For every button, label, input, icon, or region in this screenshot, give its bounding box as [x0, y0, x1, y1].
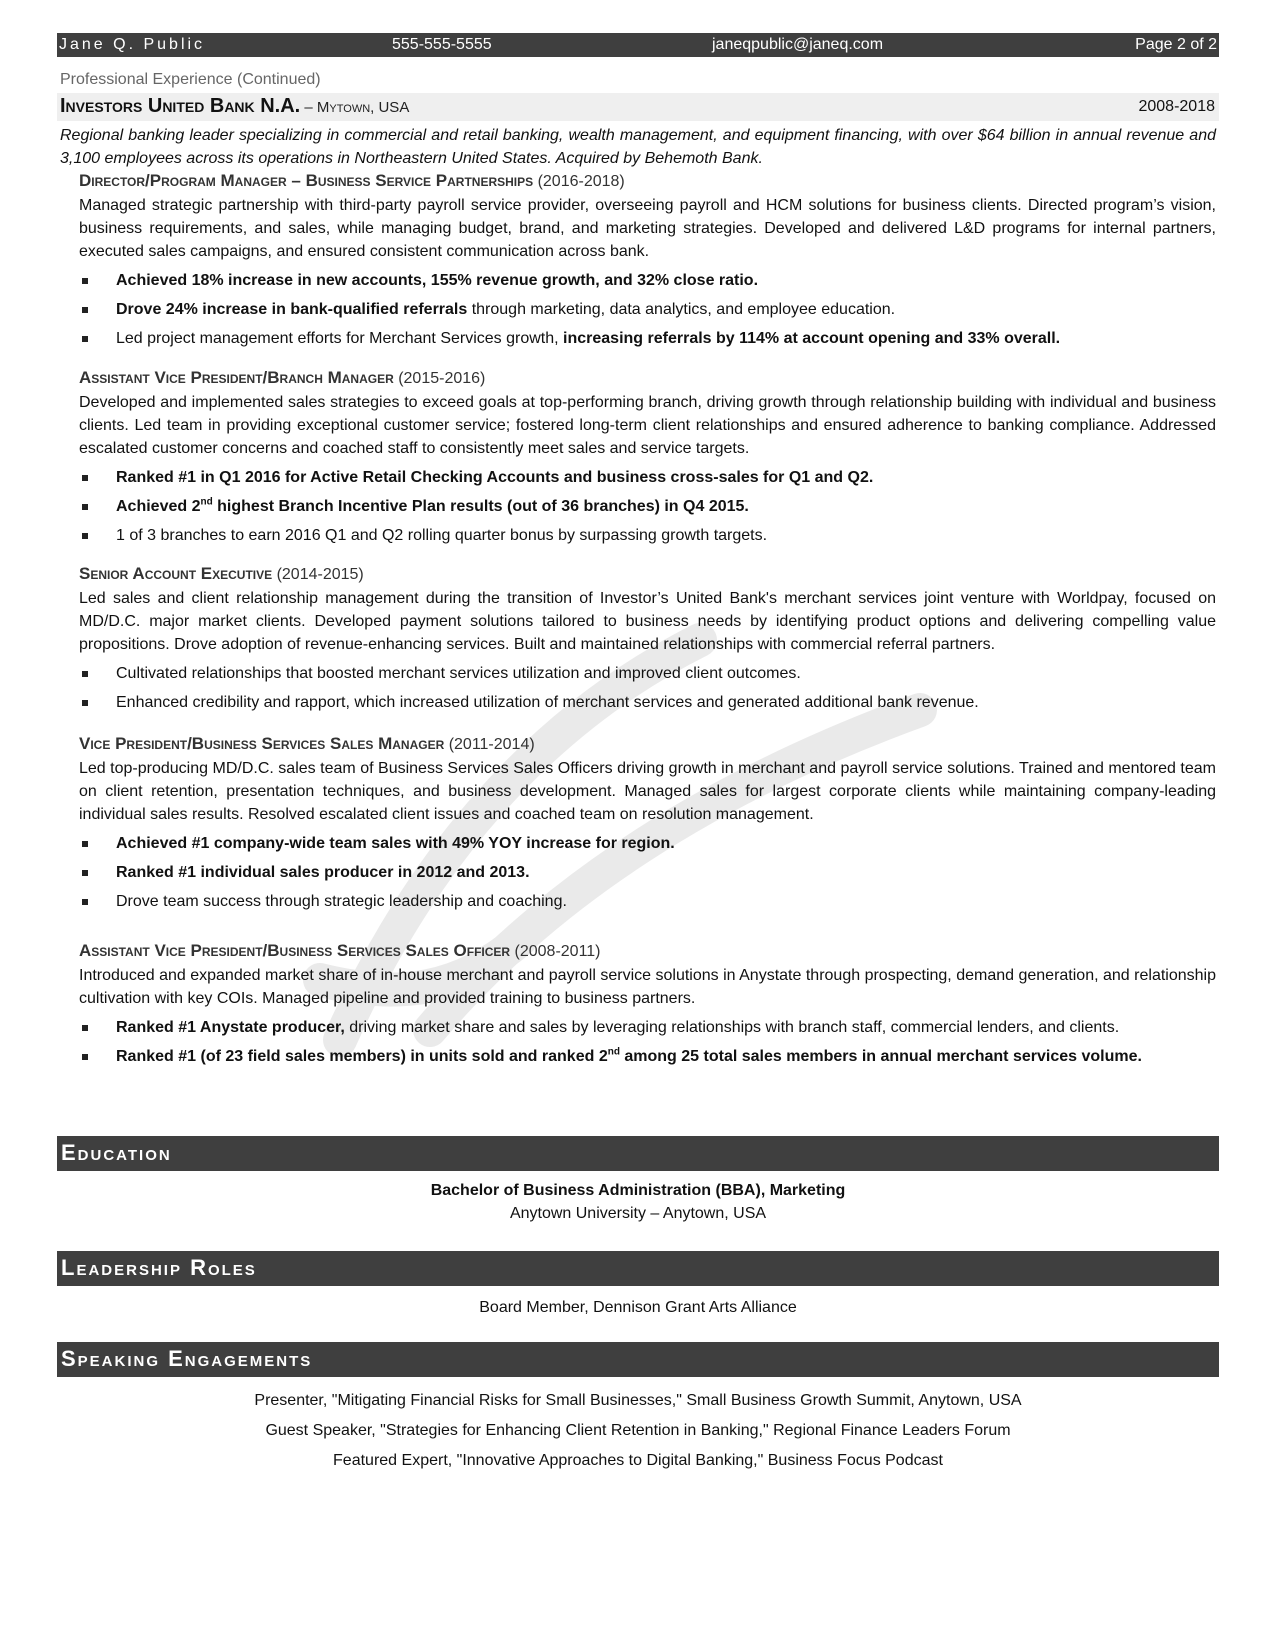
- header-phone: 555-555-5555: [392, 36, 492, 53]
- bullet-square-icon: [82, 700, 88, 706]
- role-dates: (2008-2011): [510, 943, 601, 960]
- bullet-square-icon: [82, 899, 88, 905]
- role-vp-business-services-sales-manager: [79, 733, 1216, 919]
- role-description: Developed and implemented sales strategies to exceed goals at top-performing branch, driving growth through relationship building with individual and business clients. Led team in providing exceptional customer service; fostered long-term client relationships and ensured adherence to banking compliance. Addressed escalated customer concerns and coached staff to consistently meet sales and service targets.: [79, 394, 1216, 457]
- bullet-item: [79, 691, 1216, 714]
- speaking-item: Presenter, "Mitigating Financial Risks for Small Businesses," Small Business Growth Summit, Anytown, USA: [254, 1392, 1022, 1409]
- leadership-list: [57, 1293, 1219, 1323]
- role-bullets: [79, 269, 1216, 350]
- bullet-text: Enhanced credibility and rapport, which increased utilization of merchant services and generated additional bank revenue.: [116, 694, 979, 711]
- role-senior-account-executive: [79, 563, 1216, 720]
- speaking-item: Guest Speaker, "Strategies for Enhancing Client Retention in Banking," Regional Finance Leaders Forum: [265, 1422, 1011, 1439]
- role-title-line: [79, 940, 1216, 963]
- bullet-square-icon: [82, 504, 88, 510]
- role-title-line: [79, 170, 1216, 193]
- education-entry: [57, 1179, 1219, 1225]
- bullet-square-icon: [82, 870, 88, 876]
- bullet-superscript: nd: [607, 1046, 620, 1058]
- header-name: Jane Q. Public: [59, 36, 206, 53]
- bullet-bold: Achieved #1 company-wide team sales with 49% YOY increase for region.: [116, 835, 675, 852]
- role-dates: (2014-2015): [272, 566, 364, 583]
- role-bullets: [79, 1016, 1216, 1068]
- bullet-item: [79, 890, 1216, 913]
- role-title: Assistant Vice President/Business Services Sales Officer: [79, 941, 511, 960]
- bullet-text: through marketing, data analytics, and employee education.: [467, 301, 896, 318]
- bullet-item: [79, 466, 1216, 489]
- education-school: Anytown University – Anytown, USA: [509, 1205, 767, 1222]
- bullet-square-icon: [82, 278, 88, 284]
- bullet-square-icon: [82, 336, 88, 342]
- bullet-square-icon: [82, 307, 88, 313]
- header-email: janeqpublic@janeq.com: [712, 36, 884, 53]
- role-dates: (2011-2014): [444, 736, 535, 753]
- education-degree: Bachelor of Business Administration (BBA), Marketing: [430, 1182, 846, 1199]
- leadership-heading-bar: [57, 1251, 1219, 1286]
- section-kicker: Professional Experience (Continued): [60, 71, 321, 88]
- bullet-bold: highest Branch Incentive Plan results (out of 36 branches) in Q4 2015.: [212, 498, 749, 515]
- bullet-text: 1 of 3 branches to earn 2016 Q1 and Q2 rolling quarter bonus by surpassing growth targets.: [116, 527, 768, 544]
- company-header: [57, 93, 1219, 121]
- bullet-item: [79, 832, 1216, 855]
- company-description: Regional banking leader specializing in commercial and retail banking, wealth management, and equipment financing, with over $64 billion in annual revenue and 3,100 employees across its operations in Northeastern United States. Acquired by Behemoth Bank.: [60, 127, 1216, 167]
- leadership-item: Board Member, Dennison Grant Arts Alliance: [479, 1299, 797, 1316]
- bullet-item: [79, 298, 1216, 321]
- bullet-bold: Drove 24% increase in bank-qualified referrals: [116, 301, 468, 318]
- company-location: Mytown, USA: [316, 99, 410, 116]
- role-title: Vice President/Business Services Sales Manager: [79, 734, 445, 753]
- bullet-item: [79, 662, 1216, 685]
- header-bar: [57, 33, 1219, 57]
- role-dates: (2016-2018): [533, 173, 625, 190]
- role-bullets: [79, 832, 1216, 913]
- company-name-line: [60, 95, 409, 118]
- bullet-square-icon: [82, 671, 88, 677]
- role-avp-business-services-sales-officer: [79, 940, 1216, 1074]
- company-separator: –: [300, 99, 317, 116]
- bullet-item: [79, 327, 1216, 350]
- bullet-item: [79, 1016, 1216, 1039]
- speaking-heading-bar: [57, 1342, 1219, 1377]
- bullet-bold: Achieved 18% increase in new accounts, 155% revenue growth, and 32% close ratio.: [116, 272, 759, 289]
- role-title: Assistant Vice President/Branch Manager: [79, 368, 394, 387]
- bullet-item: [79, 269, 1216, 292]
- bullet-bold: increasing referrals by 114% at account opening and 33% overall.: [563, 330, 1061, 347]
- speaking-list: [57, 1386, 1219, 1476]
- bullet-bold: Ranked #1 individual sales producer in 2012 and 2013.: [116, 864, 530, 881]
- bullet-bold: Ranked #1 Anystate producer,: [116, 1019, 345, 1036]
- role-description: Led top-producing MD/D.C. sales team of Business Services Sales Officers driving growth in merchant and payroll service solutions. Trained and mentored team on client retention, presentation techniques, and business development. Managed sales for largest corporate clients while maintaining company-leading individual sales results. Resolved escalated client issues and coached team on resolution management.: [79, 760, 1216, 823]
- role-bullets: [79, 466, 1216, 547]
- role-title: Director/Program Manager – Business Service Partnerships: [79, 171, 534, 190]
- bullet-text: Cultivated relationships that boosted merchant services utilization and improved client outcomes.: [116, 665, 801, 682]
- bullet-item: [79, 861, 1216, 884]
- bullet-bold: Ranked #1 in Q1 2016 for Active Retail Checking Accounts and business cross-sales for Q1 and Q2.: [116, 469, 874, 486]
- speaking-heading: Speaking Engagements: [61, 1346, 313, 1371]
- speaking-item: Featured Expert, "Innovative Approaches to Digital Banking," Business Focus Podcast: [333, 1452, 943, 1469]
- bullet-item: [79, 524, 1216, 547]
- bullet-square-icon: [82, 475, 88, 481]
- bullet-bold: Achieved 2: [116, 498, 201, 515]
- role-avp-branch-manager: [79, 367, 1216, 553]
- bullet-text: Led project management efforts for Merchant Services growth,: [116, 330, 564, 347]
- bullet-bold: among 25 total sales members in annual merchant services volume.: [619, 1048, 1142, 1065]
- leadership-heading: Leadership Roles: [61, 1255, 257, 1280]
- bullet-square-icon: [82, 1054, 88, 1060]
- education-heading-bar: [57, 1136, 1219, 1171]
- bullet-square-icon: [82, 533, 88, 539]
- company-dates: 2008-2018: [1138, 98, 1215, 115]
- bullet-square-icon: [82, 841, 88, 847]
- bullet-item: [79, 1045, 1216, 1068]
- bullet-text: Drove team success through strategic leadership and coaching.: [116, 893, 567, 910]
- role-title-line: [79, 367, 1216, 390]
- role-director-program-manager: [79, 170, 1216, 356]
- bullet-superscript: nd: [200, 496, 213, 508]
- bullet-text: driving market share and sales by leveraging relationships with branch staff, commercial lenders, and clients.: [344, 1019, 1120, 1036]
- education-heading: Education: [61, 1140, 172, 1165]
- company-name: Investors United Bank N.A.: [60, 95, 301, 117]
- role-title: Senior Account Executive: [79, 564, 273, 583]
- header-page-number: Page 2 of 2: [1135, 36, 1217, 53]
- role-dates: (2015-2016): [393, 370, 486, 387]
- role-description: Introduced and expanded market share of in-house merchant and payroll service solutions in Anystate through prospecting, demand generation, and relationship cultivation with key COIs. Managed pipeline and provided training to business partners.: [79, 967, 1216, 1007]
- role-description: Led sales and client relationship management during the transition of Investor’s United Bank's merchant services joint venture with Worldpay, focused on MD/D.C. major market clients. Developed payment solutions tailored to business needs by identifying product options and delivering compelling value propositions. Drove adoption of revenue-enhancing services. Built and maintained relationships with commercial referral partners.: [79, 590, 1216, 653]
- role-description: Managed strategic partnership with third-party payroll service provider, overseeing payroll and HCM solutions for business clients. Directed program’s vision, business requirements, and sales, while managing budget, brand, and marketing strategies. Developed and delivered L&D programs for internal partners, executed sales campaigns, and ensured consistent communication across bank.: [79, 197, 1216, 260]
- bullet-bold: Ranked #1 (of 23 field sales members) in units sold and ranked 2: [116, 1048, 608, 1065]
- bullet-item: [79, 495, 1216, 518]
- bullet-square-icon: [82, 1025, 88, 1031]
- role-title-line: [79, 563, 1216, 586]
- role-bullets: [79, 662, 1216, 714]
- role-title-line: [79, 733, 1216, 756]
